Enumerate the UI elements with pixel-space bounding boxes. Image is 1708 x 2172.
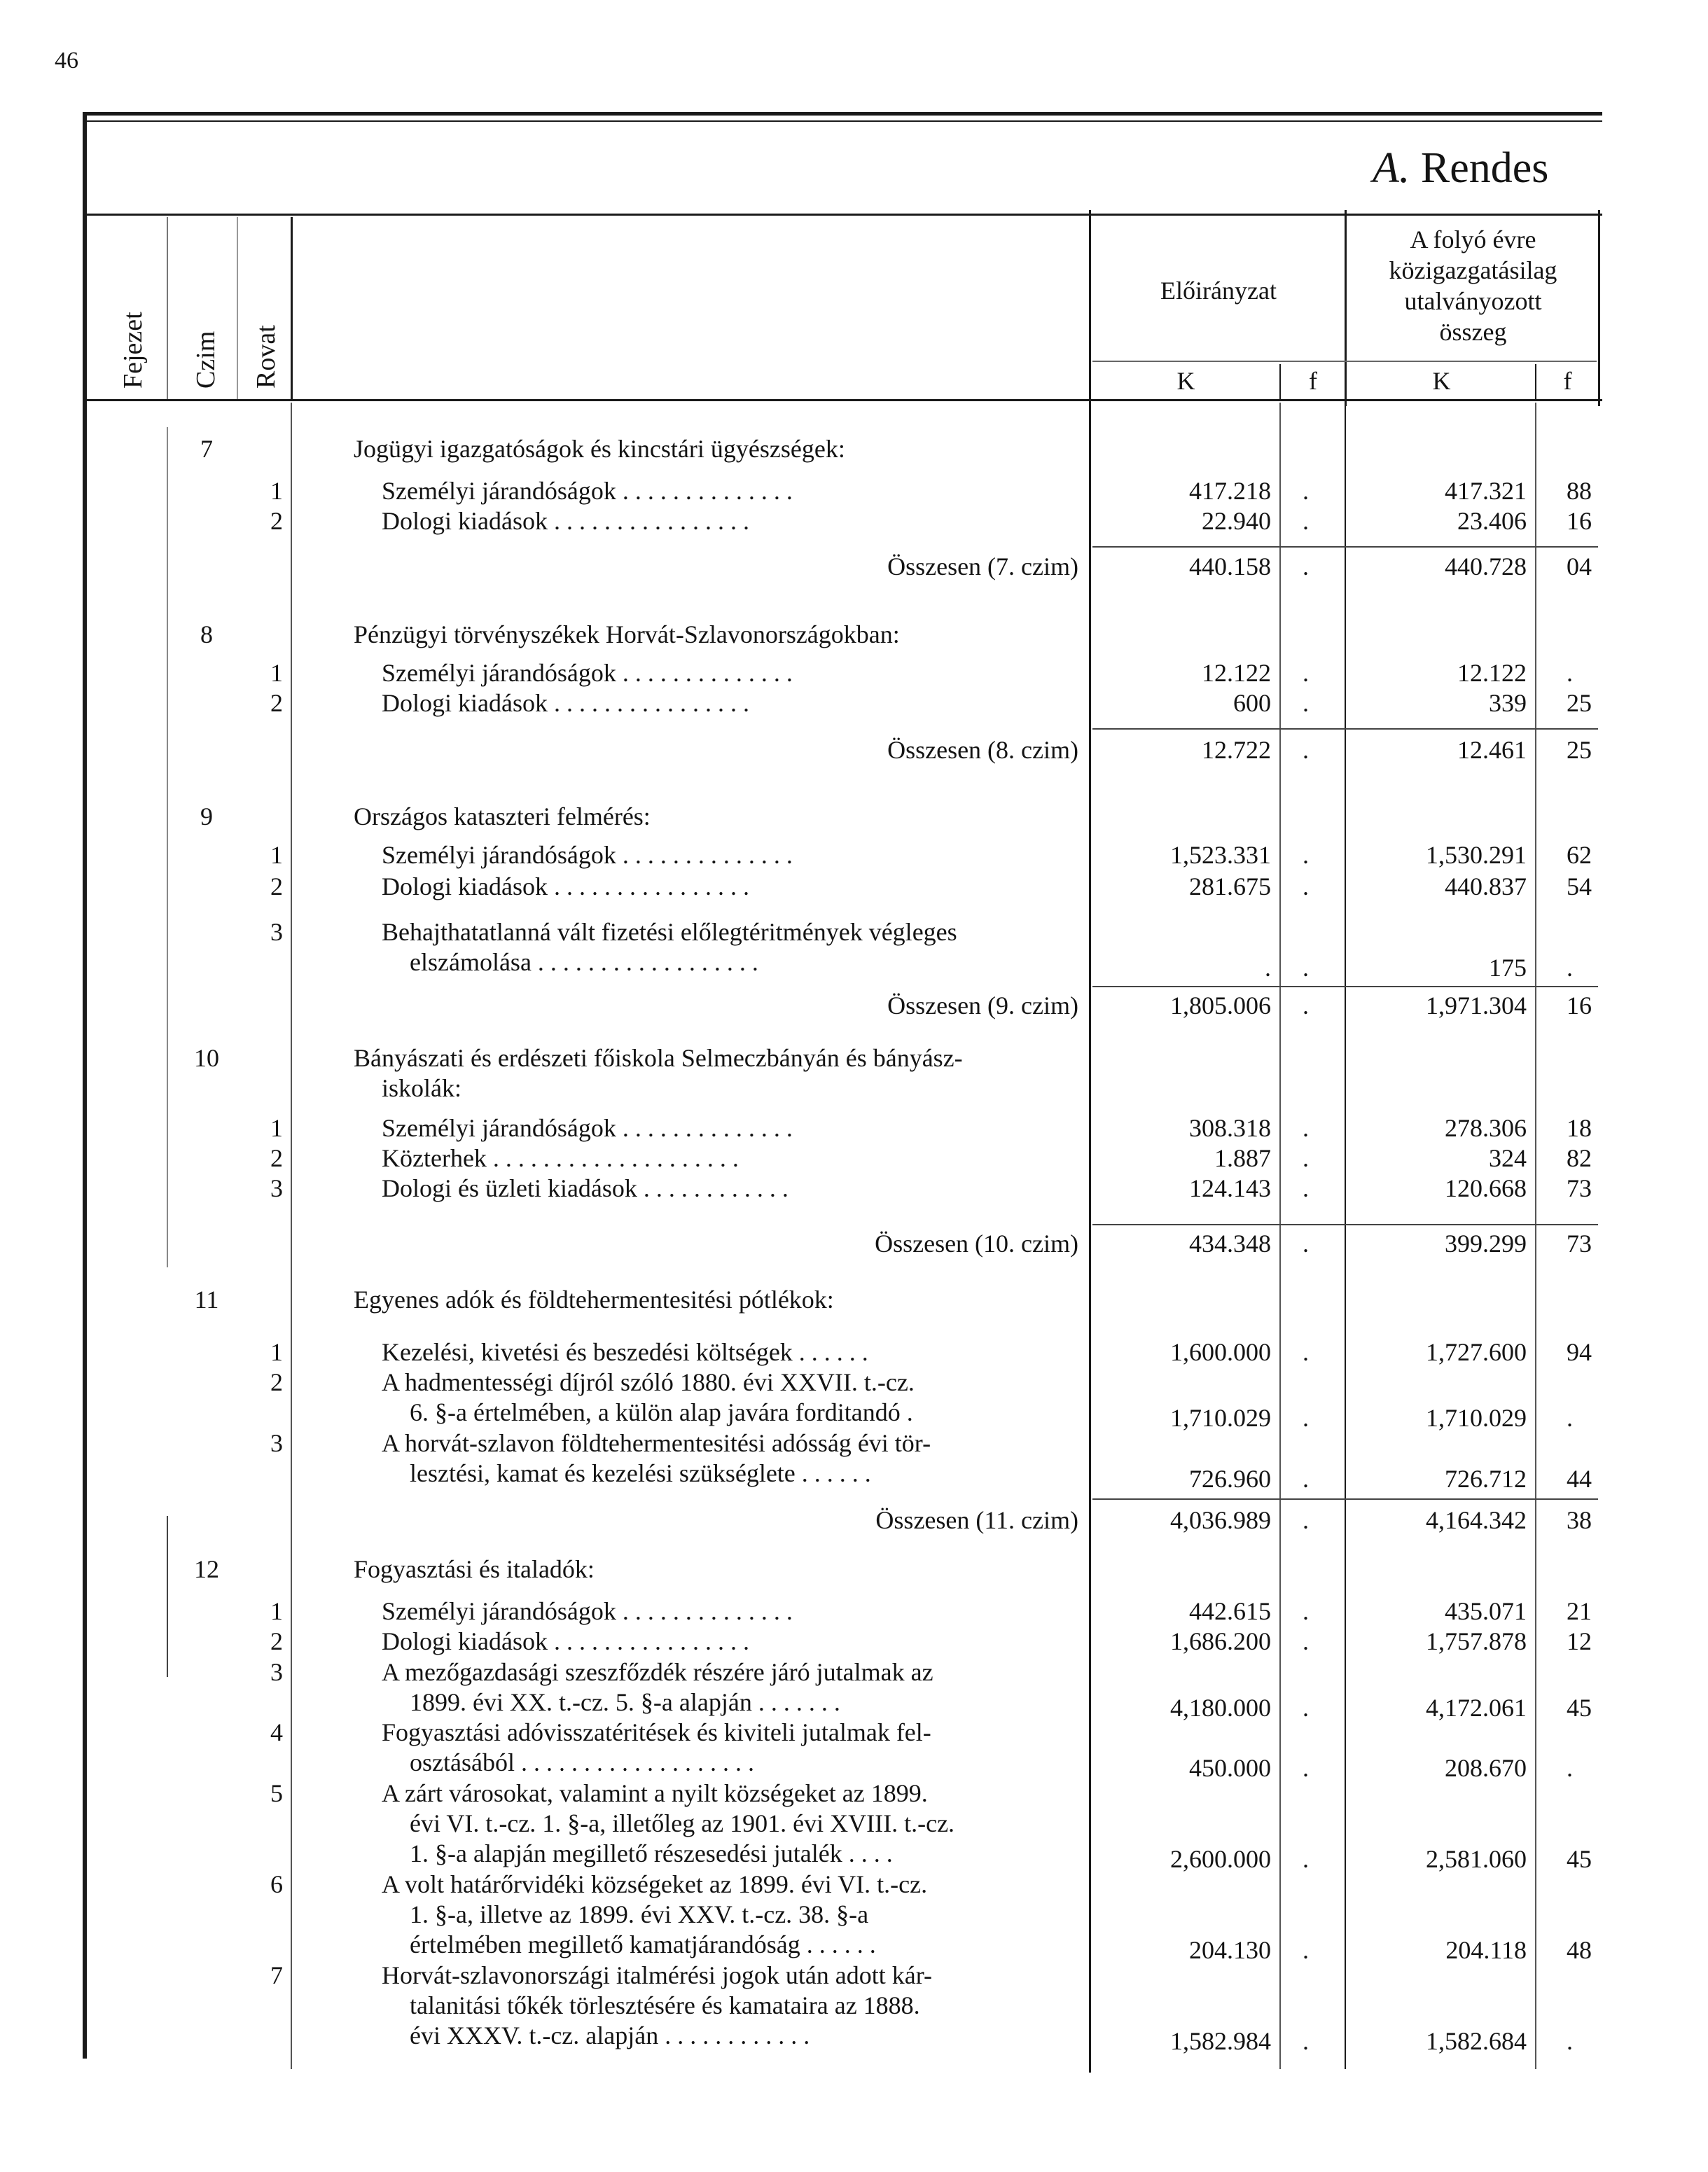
col-rule-elo xyxy=(1345,210,1347,406)
utalvanyozott-korona: 1,757.878 xyxy=(1426,1627,1527,1655)
utalvanyozott-korona: 339 xyxy=(1489,689,1527,717)
eloiranyzat-filler: . xyxy=(1303,1114,1309,1142)
subtotal-label: Összesen (9. czim) xyxy=(887,991,1078,1019)
subtotal-eloiranyzat-korona: 440.158 xyxy=(1189,552,1271,580)
utalvanyozott-korona: 324 xyxy=(1489,1144,1527,1172)
header-utal-line4: összeg xyxy=(1439,318,1507,346)
utalvanyozott-korona: 208.670 xyxy=(1445,1754,1527,1782)
czim-number: 7 xyxy=(200,435,213,463)
eloiranyzat-korona: 600 xyxy=(1233,689,1271,717)
subtotal-label: Összesen (10. czim) xyxy=(875,1230,1078,1258)
col-rule-czim xyxy=(237,217,238,399)
utalvanyozott-korona: 1,710.029 xyxy=(1426,1404,1527,1432)
section-letter: A. xyxy=(1373,144,1410,192)
rovat-number: 1 xyxy=(270,1597,283,1625)
rovat-number: 3 xyxy=(270,1658,283,1686)
utalvanyozott-korona: 435.071 xyxy=(1445,1597,1527,1625)
subtotal-eloiranyzat-korona: 12.722 xyxy=(1202,736,1271,764)
header-fejezet: Fejezet xyxy=(118,312,148,389)
item-description-line: Behajthatatlanná vált fizetési előlegtéritmények végleges xyxy=(382,918,957,946)
utalvanyozott-filler: 94 xyxy=(1567,1338,1592,1366)
utalvanyozott-filler: 54 xyxy=(1567,872,1592,900)
subtotal-utalvanyozott-filler: 25 xyxy=(1567,736,1592,764)
eloiranyzat-filler: . xyxy=(1303,2027,1309,2055)
czim-title: Pénzügyi törvényszékek Horvát-Szlavonországokban: xyxy=(354,620,900,648)
czim-title: Fogyasztási és italadók: xyxy=(354,1555,595,1583)
rovat-number: 2 xyxy=(270,1368,283,1396)
rovat-number: 3 xyxy=(270,918,283,946)
utal-f-rule xyxy=(1535,403,1536,2069)
subtotal-eloiranyzat-korona: 434.348 xyxy=(1189,1230,1271,1258)
elo-f-rule xyxy=(1279,403,1281,2069)
utalvanyozott-korona: 1,727.600 xyxy=(1426,1338,1527,1366)
header-utal-line1: A folyó évre xyxy=(1410,225,1536,253)
rovat-number: 7 xyxy=(270,1961,283,1989)
item-description-line: Dologi kiadások . . . . . . . . . . . . . . . . xyxy=(382,689,749,717)
eloiranyzat-korona: 726.960 xyxy=(1189,1465,1271,1493)
rovat-number: 2 xyxy=(270,689,283,717)
item-description-line: Személyi járandóságok . . . . . . . . . . . . . . xyxy=(382,1597,793,1625)
utalvanyozott-filler: 18 xyxy=(1567,1114,1592,1142)
subtotal-label: Összesen (7. czim) xyxy=(887,552,1078,580)
rovat-number: 1 xyxy=(270,841,283,869)
rovat-number: 2 xyxy=(270,1627,283,1655)
eloiranyzat-filler: . xyxy=(1303,1694,1309,1722)
elo-utal-rule xyxy=(1345,403,1346,2069)
col-rule-text xyxy=(1089,210,1091,2073)
rovat-number: 6 xyxy=(270,1870,283,1898)
item-description-line: Dologi kiadások . . . . . . . . . . . . . . . . xyxy=(382,872,749,900)
item-description-line: Horvát-szlavonországi italmérési jogok után adott kár- xyxy=(382,1961,933,1989)
eloiranyzat-filler: . xyxy=(1303,689,1309,717)
czim-title: Jogügyi igazgatóságok és kincstári ügyészségek: xyxy=(354,435,845,463)
elo-kf-split xyxy=(1279,364,1281,399)
utalvanyozott-korona: 175 xyxy=(1489,954,1527,982)
item-description-line: Közterhek . . . . . . . . . . . . . . . . . . . . xyxy=(382,1144,739,1172)
eloiranyzat-filler: . xyxy=(1303,872,1309,900)
eloiranyzat-korona: 204.130 xyxy=(1189,1936,1271,1964)
eloiranyzat-korona: 1,600.000 xyxy=(1170,1338,1271,1366)
eloiranyzat-filler: . xyxy=(1303,1338,1309,1366)
subtotal-utalvanyozott-filler: 16 xyxy=(1567,991,1592,1019)
rovat-number: 1 xyxy=(270,659,283,687)
rovat-number: 2 xyxy=(270,1144,283,1172)
subtotal-utalvanyozott-filler: 38 xyxy=(1567,1506,1592,1534)
subtotal-utalvanyozott-korona: 399.299 xyxy=(1445,1230,1527,1258)
item-description-line: lesztési, kamat és kezelési szükséglete . . . . . . xyxy=(410,1459,871,1487)
utalvanyozott-filler: 48 xyxy=(1567,1936,1592,1964)
utal-kf-split xyxy=(1535,364,1536,399)
rovat-number: 4 xyxy=(270,1718,283,1746)
utalvanyozott-filler: 88 xyxy=(1567,477,1592,505)
eloiranyzat-korona: 1,582.984 xyxy=(1170,2027,1271,2055)
eloiranyzat-korona: . xyxy=(1265,954,1271,982)
rovat-number: 2 xyxy=(270,872,283,900)
item-description-line: Fogyasztási adóvisszatéritések és kiviteli jutalmak fel- xyxy=(382,1718,931,1746)
item-description-line: évi VI. t.-cz. 1. §-a, illetőleg az 1901. évi XVIII. t.-cz. xyxy=(410,1809,955,1837)
czim-number: 12 xyxy=(194,1555,219,1583)
subtotal-utalvanyozott-filler: 04 xyxy=(1567,552,1592,580)
utalvanyozott-korona: 120.668 xyxy=(1445,1174,1527,1202)
section-word: Rendes xyxy=(1420,144,1549,192)
eloiranyzat-filler: . xyxy=(1303,1597,1309,1625)
item-description-line: A hadmentességi díjról szóló 1880. évi XXVII. t.-cz. xyxy=(382,1368,915,1396)
item-description-line: A zárt városokat, valamint a nyilt községeket az 1899. xyxy=(382,1779,928,1807)
rovat-number: 1 xyxy=(270,1114,283,1142)
rovat-number: 3 xyxy=(270,1174,283,1202)
fejezet-rule-upper xyxy=(167,427,168,1267)
subtotal-eloiranyzat-filler: . xyxy=(1303,552,1309,580)
eloiranyzat-filler: . xyxy=(1303,1144,1309,1172)
rovat-number: 1 xyxy=(270,477,283,505)
czim-number: 8 xyxy=(200,620,213,648)
subtotal-label: Összesen (8. czim) xyxy=(887,736,1078,764)
rovat-number: 2 xyxy=(270,507,283,535)
col-rule-right xyxy=(1598,210,1600,406)
left-frame-rule xyxy=(83,112,87,2059)
eloiranyzat-filler: . xyxy=(1303,954,1309,982)
item-description-line: A horvát-szlavon földtehermentesitési adósság évi tör- xyxy=(382,1429,931,1457)
eloiranyzat-filler: . xyxy=(1303,1627,1309,1655)
utalvanyozott-filler: 82 xyxy=(1567,1144,1592,1172)
utalvanyozott-korona: 204.118 xyxy=(1445,1936,1527,1964)
utalvanyozott-korona: 12.122 xyxy=(1457,659,1527,687)
utalvanyozott-filler: 16 xyxy=(1567,507,1592,535)
subtotal-rule xyxy=(1092,546,1598,548)
subtotal-utalvanyozott-filler: 73 xyxy=(1567,1230,1592,1258)
item-description-line: elszámolása . . . . . . . . . . . . . . . . . . xyxy=(410,948,758,976)
utalvanyozott-korona: 417.321 xyxy=(1445,477,1527,505)
utalvanyozott-korona: 2,581.060 xyxy=(1426,1845,1527,1873)
top-rule xyxy=(83,112,1602,116)
utalvanyozott-korona: 726.712 xyxy=(1445,1465,1527,1493)
header-utal-k: K xyxy=(1432,367,1451,395)
utalvanyozott-filler: 44 xyxy=(1567,1465,1592,1493)
page-number: 46 xyxy=(55,48,78,74)
rovat-number: 5 xyxy=(270,1779,283,1807)
col-rule-fejezet xyxy=(167,217,168,399)
utalvanyozott-filler: 25 xyxy=(1567,689,1592,717)
eloiranyzat-korona: 2,600.000 xyxy=(1170,1845,1271,1873)
utalvanyozott-filler: 45 xyxy=(1567,1694,1592,1722)
subtotal-eloiranyzat-korona: 4,036.989 xyxy=(1170,1506,1271,1534)
top-rule-thin xyxy=(83,120,1602,122)
czim-title: Bányászati és erdészeti főiskola Selmeczbányán és bányász- xyxy=(354,1044,963,1072)
header-utal-line3: utalványozott xyxy=(1404,287,1542,315)
utalvanyozott-filler: . xyxy=(1567,659,1573,687)
eloiranyzat-korona: 22.940 xyxy=(1202,507,1271,535)
item-description-line: talanitási tőkék törlesztésére és kamataira az 1888. xyxy=(410,1991,920,2019)
header-rovat: Rovat xyxy=(251,325,281,389)
eloiranyzat-korona: 1.887 xyxy=(1214,1144,1271,1172)
eloiranyzat-korona: 417.218 xyxy=(1189,477,1271,505)
utalvanyozott-korona: 1,530.291 xyxy=(1426,841,1527,869)
subtotal-rule xyxy=(1092,1498,1598,1500)
utalvanyozott-filler: 12 xyxy=(1567,1627,1592,1655)
item-description-line: A mezőgazdasági szeszfőzdék részére járó jutalmak az xyxy=(382,1658,933,1686)
header-czim: Czim xyxy=(191,330,221,389)
header-elo-f: f xyxy=(1309,367,1317,395)
czim-title: Országos kataszteri felmérés: xyxy=(354,802,651,830)
header-eloiranyzat: Előirányzat xyxy=(1160,277,1277,305)
utalvanyozott-korona: 23.406 xyxy=(1457,507,1527,535)
item-description-line: évi XXXV. t.-cz. alapján . . . . . . . . . . . . xyxy=(410,2021,810,2049)
utalvanyozott-korona: 1,582.684 xyxy=(1426,2027,1527,2055)
subtotal-rule xyxy=(1092,1224,1598,1225)
item-description-line: 1899. évi XX. t.-cz. 5. §-a alapján . . . . . . . xyxy=(410,1688,840,1716)
subtotal-utalvanyozott-korona: 1,971.304 xyxy=(1426,991,1527,1019)
czim-number: 9 xyxy=(200,802,213,830)
eloiranyzat-korona: 124.143 xyxy=(1189,1174,1271,1202)
eloiranyzat-filler: . xyxy=(1303,1174,1309,1202)
item-description-line: Dologi kiadások . . . . . . . . . . . . . . . . xyxy=(382,1627,749,1655)
col-rule-rovat xyxy=(291,217,293,399)
subtotal-rule xyxy=(1092,728,1598,730)
eloiranyzat-filler: . xyxy=(1303,841,1309,869)
subtotal-eloiranyzat-filler: . xyxy=(1303,736,1309,764)
subtotal-rule xyxy=(1092,986,1598,987)
item-description-line: Személyi járandóságok . . . . . . . . . . . . . . xyxy=(382,841,793,869)
fejezet-rule-lower xyxy=(167,1516,168,1677)
eloiranyzat-filler: . xyxy=(1303,1404,1309,1432)
eloiranyzat-filler: . xyxy=(1303,1754,1309,1782)
eloiranyzat-filler: . xyxy=(1303,1465,1309,1493)
item-description-line: Kezelési, kivetési és beszedési költségek . . . . . . xyxy=(382,1338,868,1366)
subtotal-utalvanyozott-korona: 4,164.342 xyxy=(1426,1506,1527,1534)
eloiranyzat-korona: 1,686.200 xyxy=(1170,1627,1271,1655)
utalvanyozott-filler: 45 xyxy=(1567,1845,1592,1873)
utalvanyozott-korona: 440.837 xyxy=(1445,872,1527,900)
utalvanyozott-filler: 21 xyxy=(1567,1597,1592,1625)
utalvanyozott-filler: 62 xyxy=(1567,841,1592,869)
czim-number: 11 xyxy=(194,1286,219,1314)
item-description-line: 6. §-a értelmében, a külön alap javára forditandó . xyxy=(410,1398,913,1426)
eloiranyzat-korona: 1,710.029 xyxy=(1170,1404,1271,1432)
header-top-rule xyxy=(87,214,1602,216)
rovat-rule xyxy=(291,403,292,2069)
eloiranyzat-filler: . xyxy=(1303,1936,1309,1964)
eloiranyzat-korona: 1,523.331 xyxy=(1170,841,1271,869)
czim-title: Egyenes adók és földtehermentesitési pótlékok: xyxy=(354,1286,834,1314)
subtotal-utalvanyozott-korona: 12.461 xyxy=(1457,736,1527,764)
item-description-line: Személyi járandóságok . . . . . . . . . . . . . . xyxy=(382,477,793,505)
utalvanyozott-filler: . xyxy=(1567,2027,1573,2055)
item-description-line: Dologi és üzleti kiadások . . . . . . . . . . . . xyxy=(382,1174,789,1202)
item-description-line: 1. §-a alapján megillető részesedési jutalék . . . . xyxy=(410,1839,893,1867)
subtotal-eloiranyzat-filler: . xyxy=(1303,1230,1309,1258)
header-utal-f: f xyxy=(1563,367,1572,395)
subtotal-eloiranyzat-filler: . xyxy=(1303,1506,1309,1534)
section-title xyxy=(1373,144,1548,193)
item-description-line: Személyi járandóságok . . . . . . . . . . . . . . xyxy=(382,1114,793,1142)
utalvanyozott-filler: . xyxy=(1567,1404,1573,1432)
utalvanyozott-filler: 73 xyxy=(1567,1174,1592,1202)
header-utal-line2: közigazgatásilag xyxy=(1389,256,1557,284)
item-description-line: A volt határőrvidéki községeket az 1899. évi VI. t.-cz. xyxy=(382,1870,928,1898)
eloiranyzat-korona: 442.615 xyxy=(1189,1597,1271,1625)
eloiranyzat-filler: . xyxy=(1303,659,1309,687)
eloiranyzat-filler: . xyxy=(1303,477,1309,505)
item-description-line: Dologi kiadások . . . . . . . . . . . . . . . . xyxy=(382,507,749,535)
k-f-divider-rule xyxy=(1092,361,1597,362)
eloiranyzat-korona: 450.000 xyxy=(1189,1754,1271,1782)
utalvanyozott-filler: . xyxy=(1567,1754,1573,1782)
header-utalvanyozott xyxy=(1348,224,1598,347)
subtotal-utalvanyozott-korona: 440.728 xyxy=(1445,552,1527,580)
eloiranyzat-korona: 281.675 xyxy=(1189,872,1271,900)
eloiranyzat-korona: 4,180.000 xyxy=(1170,1694,1271,1722)
subtotal-eloiranyzat-korona: 1,805.006 xyxy=(1170,991,1271,1019)
item-description-line: 1. §-a, illetve az 1899. évi XXV. t.-cz. 38. §-a xyxy=(410,1900,869,1928)
item-description-line: Személyi járandóságok . . . . . . . . . . . . . . xyxy=(382,659,793,687)
header-elo-k: K xyxy=(1176,367,1195,395)
subtotal-label: Összesen (11. czim) xyxy=(875,1506,1078,1534)
eloiranyzat-korona: 308.318 xyxy=(1189,1114,1271,1142)
czim-number: 10 xyxy=(194,1044,219,1072)
rovat-number: 3 xyxy=(270,1429,283,1457)
utalvanyozott-korona: 4,172.061 xyxy=(1426,1694,1527,1722)
eloiranyzat-filler: . xyxy=(1303,1845,1309,1873)
czim-title-continued: iskolák: xyxy=(382,1074,461,1102)
item-description-line: osztásából . . . . . . . . . . . . . . . . . . . xyxy=(410,1748,754,1776)
utalvanyozott-korona: 278.306 xyxy=(1445,1114,1527,1142)
eloiranyzat-filler: . xyxy=(1303,507,1309,535)
eloiranyzat-korona: 12.122 xyxy=(1202,659,1271,687)
subtotal-eloiranyzat-filler: . xyxy=(1303,991,1309,1019)
utalvanyozott-filler: . xyxy=(1567,954,1573,982)
rovat-number: 1 xyxy=(270,1338,283,1366)
item-description-line: értelmében megillető kamatjárandóság . . . . . . xyxy=(410,1930,876,1958)
header-bottom-rule xyxy=(87,399,1602,401)
